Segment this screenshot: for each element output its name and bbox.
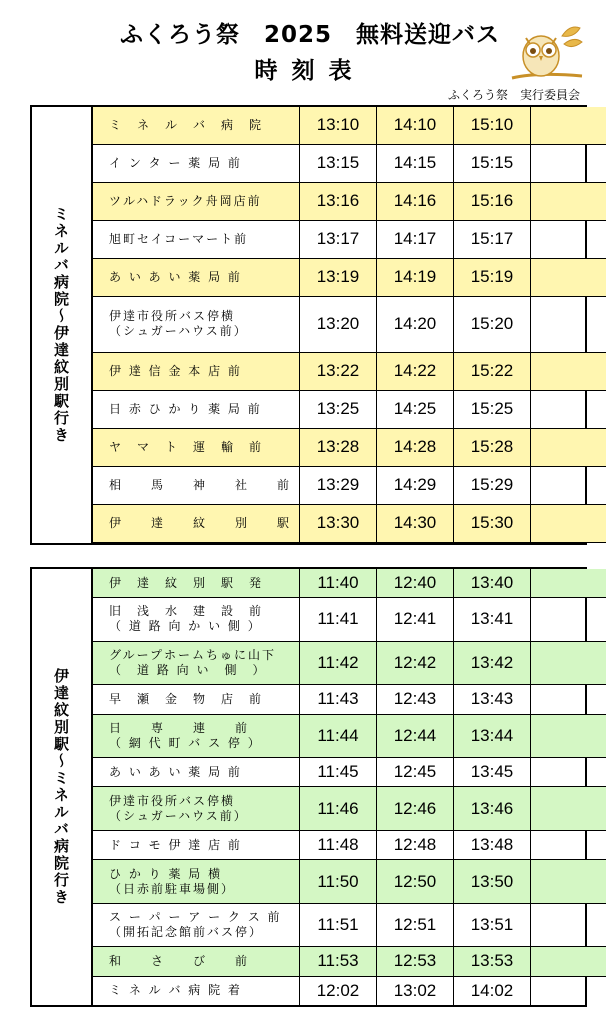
table-row <box>93 569 607 598</box>
stop-name: 伊 達 紋 別 駅 <box>93 504 300 542</box>
stop-name: 伊 達 紋 別 駅 発 <box>93 569 300 598</box>
empty-cell <box>531 428 607 466</box>
departure-time: 15:30 <box>454 504 531 542</box>
empty-cell <box>531 220 607 258</box>
departure-time: 14:20 <box>377 296 454 352</box>
page-title: ふくろう祭 2025 無料送迎バス <box>119 22 500 48</box>
table-row <box>93 598 607 641</box>
stop-name: 和 さ び 前 <box>93 947 300 976</box>
table-row <box>93 641 607 684</box>
departure-time: 15:17 <box>454 220 531 258</box>
departure-time: 13:50 <box>454 860 531 903</box>
route2-table <box>92 569 606 1005</box>
departure-time: 12:45 <box>377 758 454 787</box>
departure-time: 13:20 <box>300 296 377 352</box>
empty-cell <box>531 296 607 352</box>
stop-name: ド コ モ 伊 達 店 前 <box>93 830 300 859</box>
departure-time: 12:50 <box>377 860 454 903</box>
departure-time: 13:15 <box>300 144 377 182</box>
table-row <box>93 428 607 466</box>
departure-time: 12:46 <box>377 787 454 830</box>
table-row <box>93 182 607 220</box>
departure-time: 13:16 <box>300 182 377 220</box>
table-row <box>93 144 607 182</box>
departure-time: 11:51 <box>300 903 377 946</box>
stop-name <box>93 542 300 543</box>
empty-cell <box>531 107 607 144</box>
departure-time <box>454 542 531 543</box>
departure-time: 13:25 <box>300 390 377 428</box>
departure-time: 14:25 <box>377 390 454 428</box>
departure-time: 14:16 <box>377 182 454 220</box>
stop-name: 伊 達 信 金 本 店 前 <box>93 352 300 390</box>
empty-cell <box>531 258 607 296</box>
table-row <box>93 352 607 390</box>
departure-time: 11:40 <box>300 569 377 598</box>
departure-time: 13:19 <box>300 258 377 296</box>
route2-label: 伊達紋別駅～ミネルバ病院行き <box>32 569 92 1005</box>
departure-time: 11:44 <box>300 714 377 757</box>
departure-time: 13:43 <box>454 685 531 714</box>
departure-time: 11:48 <box>300 830 377 859</box>
table-row <box>93 830 607 859</box>
departure-time: 12:41 <box>377 598 454 641</box>
table-row <box>93 947 607 976</box>
departure-time: 15:25 <box>454 390 531 428</box>
departure-time <box>377 542 454 543</box>
stop-name: グループホームちゅに山下 （ 道 路 向 い 側 ） <box>93 641 300 684</box>
table-row <box>93 466 607 504</box>
table-row <box>93 542 607 543</box>
stop-name: ツルハドラック舟岡店前 <box>93 182 300 220</box>
table-row <box>93 714 607 757</box>
departure-time: 12:51 <box>377 903 454 946</box>
table-row <box>93 504 607 542</box>
departure-time: 12:48 <box>377 830 454 859</box>
empty-cell <box>531 390 607 428</box>
departure-time: 13:17 <box>300 220 377 258</box>
empty-cell <box>531 787 607 830</box>
departure-time: 11:46 <box>300 787 377 830</box>
departure-time: 13:10 <box>300 107 377 144</box>
departure-time: 13:44 <box>454 714 531 757</box>
table-row <box>93 860 607 903</box>
stop-name: ミ ネ ル バ 病 院 <box>93 107 300 144</box>
stop-name: ヤ マ ト 運 輸 前 <box>93 428 300 466</box>
departure-time: 12:43 <box>377 685 454 714</box>
empty-cell <box>531 504 607 542</box>
empty-cell <box>531 714 607 757</box>
stop-name: 日 専 連 前 （ 網 代 町 バ ス 停 ） <box>93 714 300 757</box>
empty-cell <box>531 903 607 946</box>
stop-name: ひ か り 薬 局 横 （日赤前駐車場側） <box>93 860 300 903</box>
owl-logo-icon <box>508 22 586 84</box>
table-row <box>93 220 607 258</box>
departure-time: 11:50 <box>300 860 377 903</box>
table-row <box>93 390 607 428</box>
empty-cell <box>531 641 607 684</box>
departure-time: 15:22 <box>454 352 531 390</box>
stop-name: イ ン タ ー 薬 局 前 <box>93 144 300 182</box>
departure-time: 15:28 <box>454 428 531 466</box>
departure-time: 15:20 <box>454 296 531 352</box>
departure-time: 13:42 <box>454 641 531 684</box>
empty-cell <box>531 569 607 598</box>
departure-time: 14:30 <box>377 504 454 542</box>
route1-table <box>92 107 606 543</box>
empty-cell <box>531 352 607 390</box>
departure-time: 14:29 <box>377 466 454 504</box>
departure-time: 15:10 <box>454 107 531 144</box>
empty-cell <box>531 758 607 787</box>
departure-time <box>300 542 377 543</box>
empty-cell <box>531 685 607 714</box>
departure-time: 14:17 <box>377 220 454 258</box>
empty-cell <box>531 860 607 903</box>
stop-name: 旭町セイコーマート前 <box>93 220 300 258</box>
stop-name: 伊達市役所バス停横 （シュガーハウス前） <box>93 787 300 830</box>
empty-cell <box>531 466 607 504</box>
table-row <box>93 296 607 352</box>
departure-time: 13:46 <box>454 787 531 830</box>
departure-time: 11:53 <box>300 947 377 976</box>
table-row <box>93 976 607 1005</box>
stop-name: ミ ネ ル バ 病 院 着 <box>93 976 300 1005</box>
route1-timetable <box>30 105 587 545</box>
page-subtitle: 時刻表 <box>254 58 366 84</box>
departure-time: 12:40 <box>377 569 454 598</box>
table-row <box>93 107 607 144</box>
stop-name: あ い あ い 薬 局 前 <box>93 258 300 296</box>
departure-time: 15:19 <box>454 258 531 296</box>
empty-cell <box>531 830 607 859</box>
departure-time: 11:43 <box>300 685 377 714</box>
departure-time: 13:53 <box>454 947 531 976</box>
departure-time: 13:45 <box>454 758 531 787</box>
stop-name: あ い あ い 薬 局 前 <box>93 758 300 787</box>
departure-time: 14:15 <box>377 144 454 182</box>
empty-cell <box>531 144 607 182</box>
stop-name: 伊達市役所バス停横 （シュガーハウス前） <box>93 296 300 352</box>
departure-time: 13:30 <box>300 504 377 542</box>
route1-label: ミネルバ病院～伊達紋別駅行き <box>32 107 92 543</box>
stop-name: 早 瀬 金 物 店 前 <box>93 685 300 714</box>
empty-cell <box>531 947 607 976</box>
stop-name: 旧 浅 水 建 設 前 （ 道 路 向 か い 側 ） <box>93 598 300 641</box>
departure-time: 14:10 <box>377 107 454 144</box>
table-row <box>93 758 607 787</box>
departure-time: 12:44 <box>377 714 454 757</box>
departure-time: 13:02 <box>377 976 454 1005</box>
stop-name: 相 馬 神 社 前 <box>93 466 300 504</box>
route2-timetable <box>30 567 587 1007</box>
departure-time: 13:48 <box>454 830 531 859</box>
departure-time: 12:53 <box>377 947 454 976</box>
departure-time: 13:28 <box>300 428 377 466</box>
departure-time: 15:16 <box>454 182 531 220</box>
stop-name: 日 赤 ひ か り 薬 局 前 <box>93 390 300 428</box>
departure-time: 14:28 <box>377 428 454 466</box>
table-row <box>93 258 607 296</box>
departure-time: 14:19 <box>377 258 454 296</box>
empty-cell <box>531 976 607 1005</box>
departure-time: 13:29 <box>300 466 377 504</box>
departure-time: 14:02 <box>454 976 531 1005</box>
table-row <box>93 903 607 946</box>
empty-cell <box>531 182 607 220</box>
stop-name: ス ー パ ー ア ー ク ス 前 （開拓記念館前バス停） <box>93 903 300 946</box>
departure-time: 12:02 <box>300 976 377 1005</box>
departure-time: 15:29 <box>454 466 531 504</box>
departure-time: 13:22 <box>300 352 377 390</box>
empty-cell <box>531 542 607 543</box>
table-row <box>93 787 607 830</box>
departure-time: 13:41 <box>454 598 531 641</box>
departure-time: 12:42 <box>377 641 454 684</box>
departure-time: 14:22 <box>377 352 454 390</box>
departure-time: 13:51 <box>454 903 531 946</box>
organizer-label: ふくろう祭 実行委員会 <box>447 88 580 102</box>
empty-cell <box>531 598 607 641</box>
departure-time: 11:42 <box>300 641 377 684</box>
table-row <box>93 685 607 714</box>
departure-time: 13:40 <box>454 569 531 598</box>
departure-time: 11:41 <box>300 598 377 641</box>
departure-time: 15:15 <box>454 144 531 182</box>
departure-time: 11:45 <box>300 758 377 787</box>
